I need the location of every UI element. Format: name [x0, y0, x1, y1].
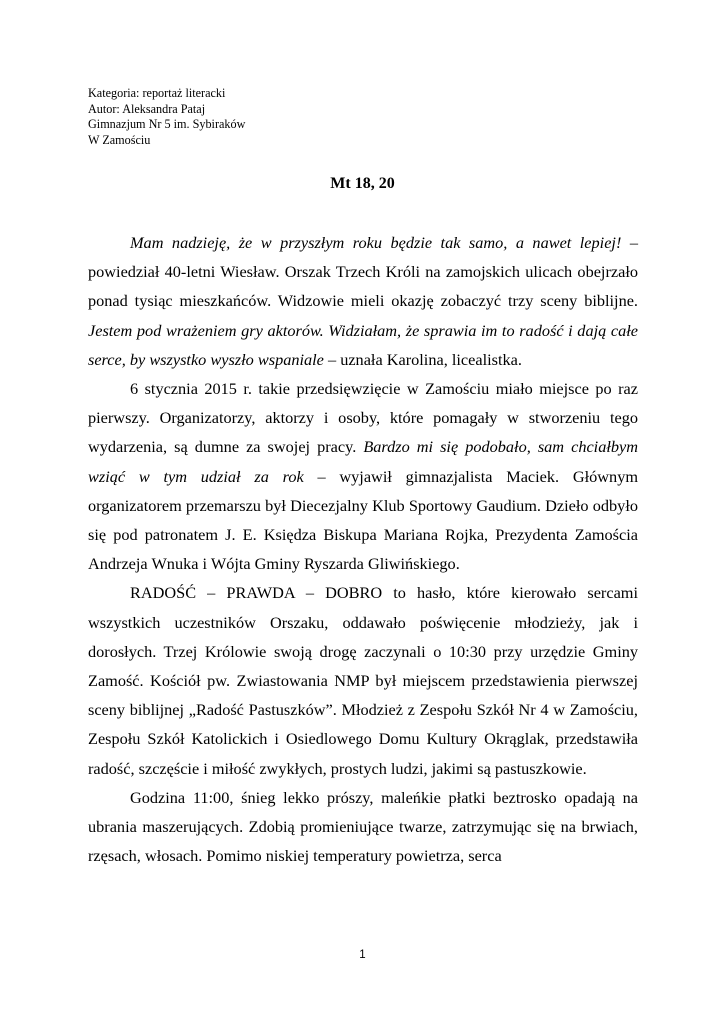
- paragraph-4: Godzina 11:00, śnieg lekko prószy, maleńkie płatki beztrosko opadają na ubrania maszerujących. Zdobią promieniujące twarze, zatrzymując się na brwiach, rzęsach, włosach. Pomimo niskiej temperatury powietrza, serca: [88, 787, 638, 866]
- paragraph-2-text: 6 stycznia 2015 r. takie przedsięwzięcie w Zamościu miało miejsce po raz pierwszy. Organizatorzy, aktorzy i osoby, które pomagały w stworzeniu tego wydarzenia, są dumne za swojej pracy.: [88, 379, 638, 457]
- paragraph-1-ending: – uznała Karolina, licealistka.: [323, 349, 522, 369]
- document-header: [88, 86, 245, 148]
- author-line: Autor: Aleksandra Pataj: [88, 101, 206, 116]
- document-title: Mt 18, 20: [330, 175, 395, 192]
- paragraph-3: RADOŚĆ – PRAWDA – DOBRO to hasło, które kierowało sercami wszystkich uczestników Orszaku, oddawało poświęcenie młodzieży, jak i dorosłych. Trzej Królowie swoją drogę zaczynali o 10:30 przy urzędzie Gminy Zamość. Kościół pw. Zwiastowania NMP był miejscem przedstawienia pierwszej sceny biblijnej „Radość Pastuszków”. Młodzież z Zespołu Szkół Nr 4 w Zamościu, Zespołu Szkół Katolickich i Osiedlowego Domu Kultury Okrąglak, przedstawiła radość, szczęście i miłość zwykłych, prostych ludzi, jakimi są pastuszkowie.: [88, 583, 638, 778]
- paragraph-2: [88, 374, 638, 578]
- category-line: Kategoria: reportaż literacki: [88, 86, 226, 100]
- school-line: Gimnazjum Nr 5 im. Sybiraków: [88, 117, 246, 132]
- page-number: 1: [359, 949, 366, 961]
- quote-karolina: Jestem pod wrażeniem gry aktorów. Widziałam, że sprawia im to radość i dają całe serce, by wszystko wyszło wspaniale: [88, 320, 638, 369]
- paragraph-1-text: – powiedział 40-letni Wiesław. Orszak Trzech Króli na zamojskich ulicach obejrzało ponad tysiąc mieszkańców. Widzowie mieli okazję zobaczyć trzy sceny biblijne.: [88, 233, 638, 311]
- paragraph-2-ending: – wyjawił gimnazjalista Maciek. Głównym organizatorem przemarszu był Diecezjalny Klub Sportowy Gaudium. Dzieło odbyło się pod patronatem J. E. Księdza Biskupa Mariana Rojka, Prezydenta Zamościa Andrzeja Wnuka i Wójta Gminy Ryszarda Gliwińskiego.: [88, 466, 639, 574]
- city-line: W Zamościu: [88, 132, 151, 147]
- quote-wieslaw: Mam nadzieję, że w przyszłym roku będzie tak samo, a nawet lepiej!: [130, 233, 622, 252]
- document-body: [88, 228, 638, 870]
- paragraph-1: [88, 228, 638, 374]
- quote-maciek: Bardzo mi się podobało, sam chciałbym wziąć w tym udział za rok: [88, 437, 638, 486]
